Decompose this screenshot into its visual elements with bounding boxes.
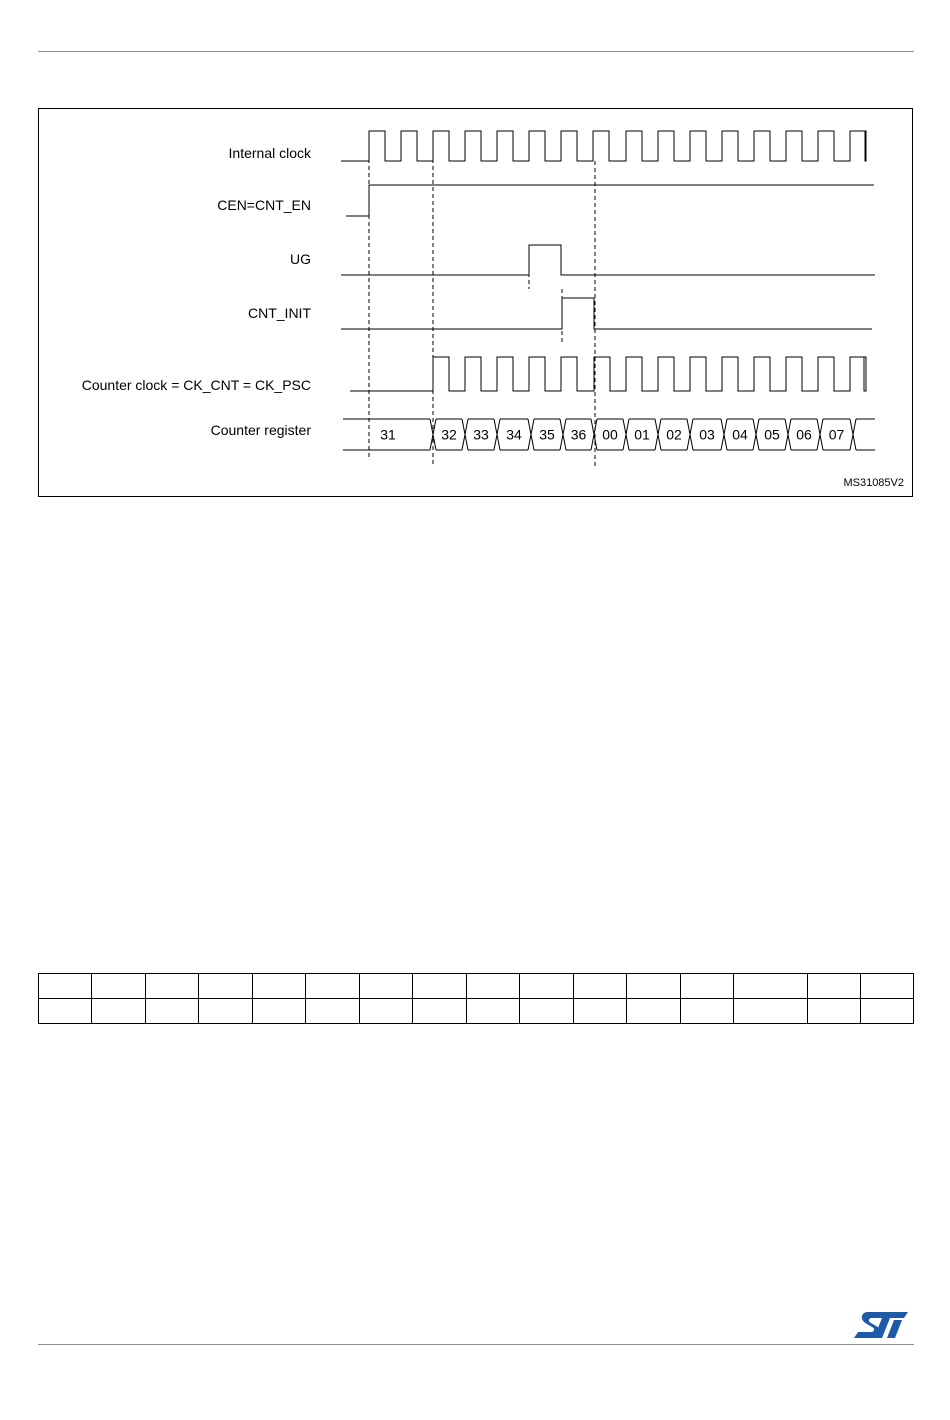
- table-cell: [808, 999, 861, 1024]
- counter-value: 00: [602, 426, 618, 443]
- cnt-init-wave: [341, 298, 872, 329]
- cen-wave: [346, 185, 874, 216]
- st-logo-icon: [852, 1310, 910, 1340]
- counter-value: 01: [634, 426, 650, 443]
- table-cell: [734, 999, 808, 1024]
- internal-clock-wave: [341, 131, 866, 161]
- table-cell: [92, 999, 146, 1024]
- table-cell: [627, 974, 681, 999]
- counter-register-label: Counter register: [210, 422, 311, 438]
- figure-id: MS31085V2: [843, 477, 904, 489]
- cnt-init-label: CNT_INIT: [248, 305, 311, 321]
- counter-value: 06: [796, 426, 812, 443]
- table-cell: [574, 974, 627, 999]
- counter-value: 32: [441, 426, 457, 443]
- internal-clock-label: Internal clock: [228, 145, 311, 161]
- table-cell: [467, 974, 520, 999]
- table-cell: [681, 999, 734, 1024]
- timing-svg: [39, 109, 914, 498]
- counter-value: 02: [666, 426, 682, 443]
- table-cell: [520, 974, 574, 999]
- table-cell: [574, 999, 627, 1024]
- table-cell: [520, 999, 574, 1024]
- table-cell: [253, 974, 306, 999]
- table-cell: [413, 974, 467, 999]
- counter-value: 36: [570, 426, 587, 443]
- counter-clock-wave: [350, 357, 866, 391]
- table-cell: [39, 999, 92, 1024]
- counter-clock-label: Counter clock = CK_CNT = CK_PSC: [81, 377, 311, 393]
- footer-rule: [38, 1344, 914, 1345]
- table-row: [39, 999, 914, 1024]
- counter-value: 31: [380, 426, 396, 443]
- table-cell: [861, 999, 914, 1024]
- table-cell: [734, 974, 808, 999]
- table-cell: [253, 999, 306, 1024]
- table-cell: [360, 974, 413, 999]
- table-cell: [413, 999, 467, 1024]
- table-cell: [199, 974, 253, 999]
- table-cell: [467, 999, 520, 1024]
- counter-value: 05: [764, 426, 780, 443]
- counter-value: 03: [699, 426, 715, 443]
- counter-value: 04: [732, 426, 748, 443]
- table-cell: [681, 974, 734, 999]
- header-rule: [38, 51, 914, 52]
- table-cell: [306, 974, 360, 999]
- counter-value: 07: [828, 426, 845, 443]
- table-cell: [808, 974, 861, 999]
- timing-diagram: [38, 108, 913, 497]
- counter-value: 33: [473, 426, 489, 443]
- ug-wave: [341, 245, 875, 275]
- table-cell: [360, 999, 413, 1024]
- table-cell: [146, 974, 199, 999]
- table-cell: [306, 999, 360, 1024]
- counter-value: 34: [506, 426, 522, 443]
- ug-label: UG: [290, 251, 311, 267]
- table-cell: [627, 999, 681, 1024]
- table-cell: [39, 974, 92, 999]
- table-cell: [861, 974, 914, 999]
- table-cell: [146, 999, 199, 1024]
- register-table: [38, 973, 914, 1024]
- table-row: [39, 974, 914, 999]
- table-cell: [199, 999, 253, 1024]
- counter-value: 35: [539, 426, 555, 443]
- table-cell: [92, 974, 146, 999]
- cen-label: CEN=CNT_EN: [217, 197, 311, 213]
